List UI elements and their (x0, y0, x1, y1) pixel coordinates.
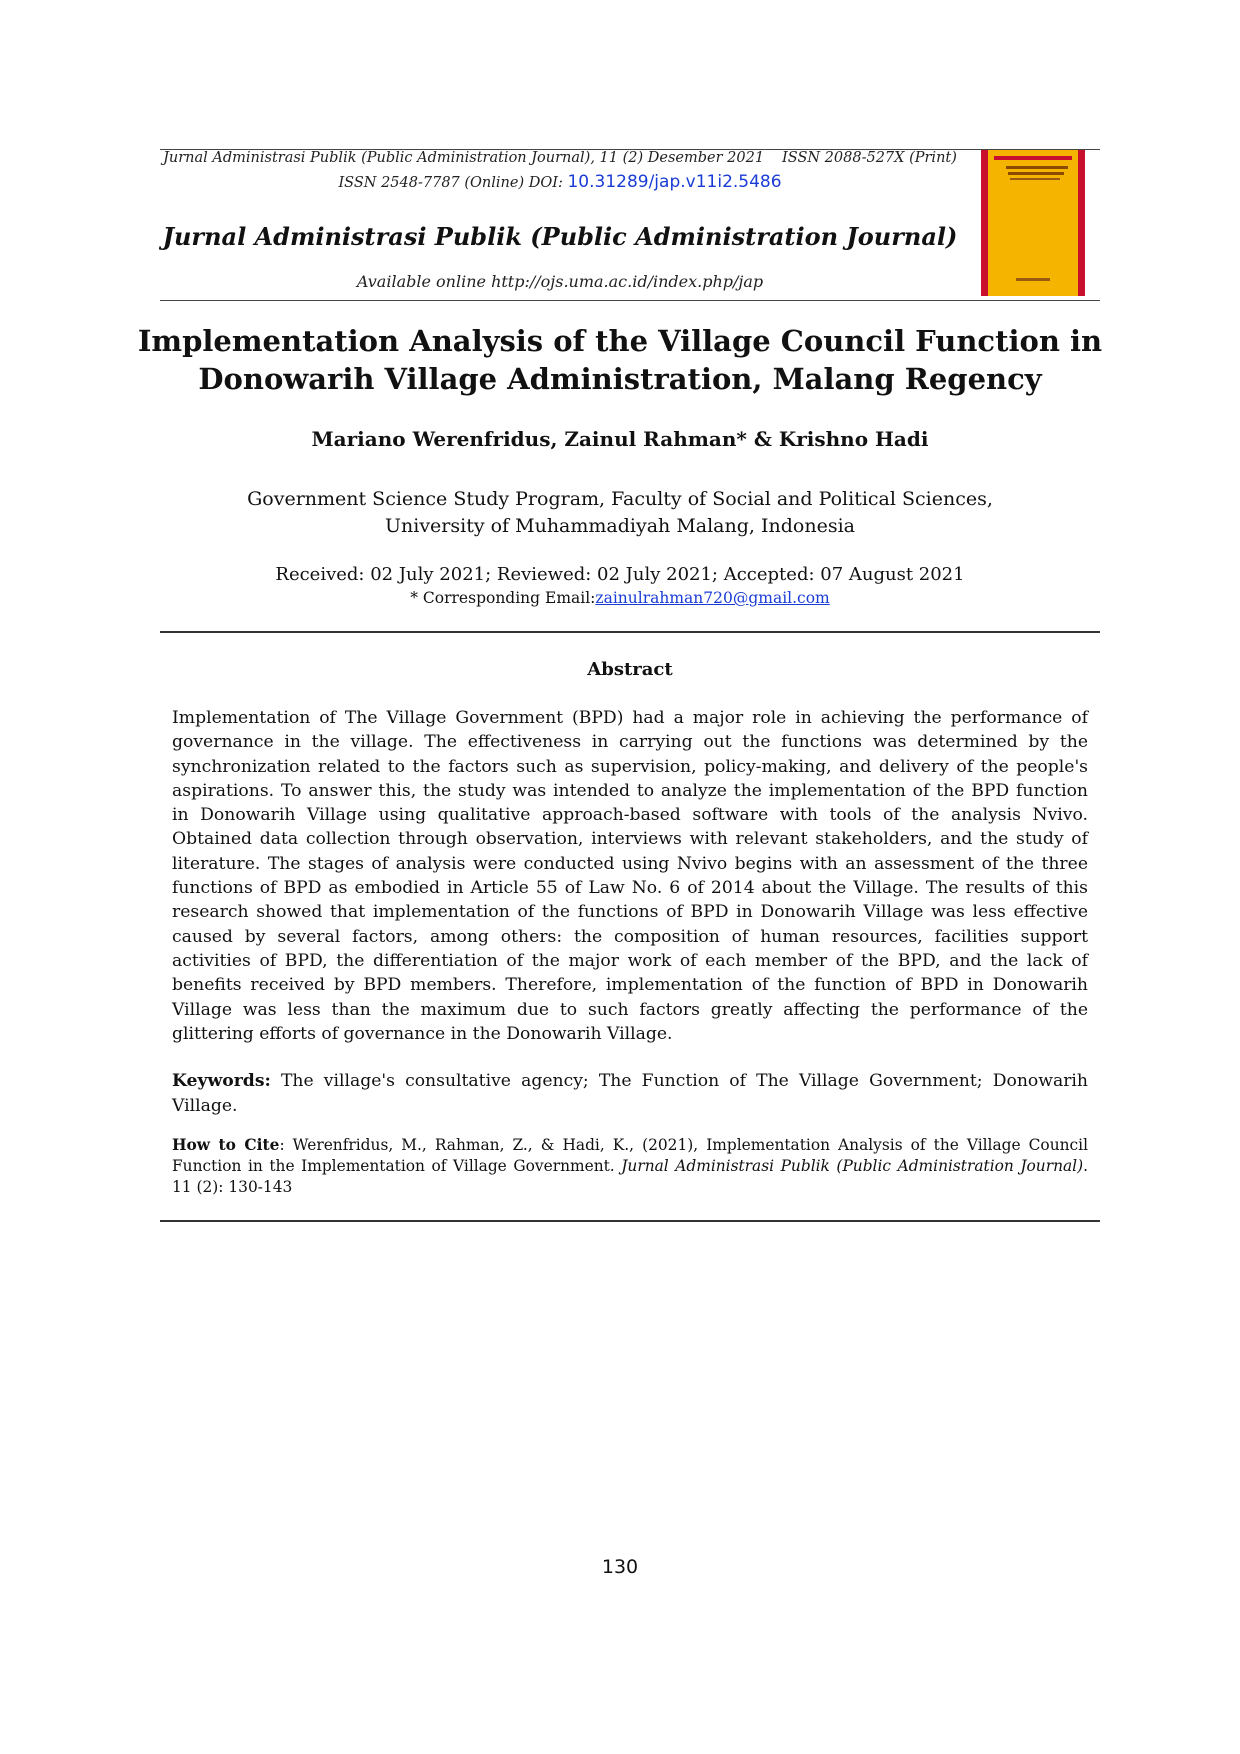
submission-dates: Received: 02 July 2021; Reviewed: 02 July 2021; Accepted: 07 August 2021 (275, 564, 965, 585)
cite-label: How to Cite (172, 1136, 280, 1154)
email-link[interactable]: zainulrahman720@gmail.com (595, 589, 830, 607)
cite-journal: Jurnal Administrasi Publik (Public Administration Journal) (621, 1157, 1084, 1175)
abstract-heading: Abstract (587, 659, 673, 680)
journal-citation-line (160, 150, 960, 166)
journal-issue-text: Jurnal Administrasi Publik (Public Administration Journal), 11 (2) Desember 2021 (163, 150, 765, 166)
issn-doi-line (160, 172, 960, 192)
doi-link[interactable]: 10.31289/jap.v11i2.5486 (567, 172, 782, 192)
paper-title (130, 322, 1110, 398)
email-label: * Corresponding Email: (410, 589, 596, 607)
keywords (172, 1069, 1088, 1119)
abstract-top-rule (160, 631, 1100, 633)
affiliation-line-2: University of Muhammadiyah Malang, Indonesia (385, 515, 855, 537)
abstract-body: Implementation of The Village Government (BPD) had a major role in achieving the performance of governance in the village. The effectiveness in carrying out the functions was determined by the synchronization related to the factors such as supervision, policy-making, and delivery of the people's aspirations. To answer this, the study was intended to analyze the implementation of the BPD function in Donowarih Village using qualitative approach-based software with tools of the analysis Nvivo. Obtained data collection through observation, interviews with relevant stakeholders, and the study of literature. The stages of analysis were conducted using Nvivo begins with an assessment of the three functions of BPD as embodied in Article 55 of Law No. 6 of 2014 about the Village. The results of this research showed that implementation of the functions of BPD in Donowarih Village was less effective caused by several factors, among others: the composition of human resources, facilities support activities of BPD, the differentiation of the major work of each member of the BPD, and the lack of benefits received by BPD members. Therefore, implementation of the function of BPD in Donowarih Village was less than the maximum due to such factors greatly affecting the performance of the glittering efforts of governance in the Donowarih Village. (172, 708, 1088, 1044)
keywords-label: Keywords: (172, 1071, 271, 1091)
available-online: Available online http://ojs.uma.ac.id/index.php/jap (356, 272, 764, 291)
abstract-bottom-rule (160, 1220, 1100, 1222)
authors: Mariano Werenfridus, Zainul Rahman* & Krishno Hadi (311, 427, 929, 451)
cite-text: : Werenfridus, M., Rahman, Z., & Hadi, K., (2021), Implementation Analysis of the Village Council Function in the Implementation of Village Government. (172, 1136, 1088, 1175)
keywords-text: The village's consultative agency; The Function of The Village Government; Donowarih Village. (172, 1071, 1088, 1116)
page-number: 130 (601, 1556, 639, 1578)
affiliation (130, 486, 1110, 540)
paper-title-line-1: Implementation Analysis of the Village Council Function in (137, 324, 1103, 358)
journal-cover-image (981, 150, 1085, 296)
affiliation-line-1: Government Science Study Program, Faculty of Social and Political Sciences, (247, 488, 993, 510)
how-to-cite (172, 1135, 1088, 1198)
cite-end: . 11 (2): 130-143 (172, 1157, 1088, 1196)
header-bottom-rule (160, 300, 1100, 301)
paper-title-line-2: Donowarih Village Administration, Malang Regency (198, 362, 1042, 396)
journal-title: Jurnal Administrasi Publik (Public Administration Journal) (162, 222, 958, 251)
issn-online: ISSN 2548-7787 (Online) DOI: (338, 175, 568, 191)
corresponding-email-line (130, 589, 1110, 607)
issn-print: ISSN 2088-527X (Print) (782, 150, 957, 166)
